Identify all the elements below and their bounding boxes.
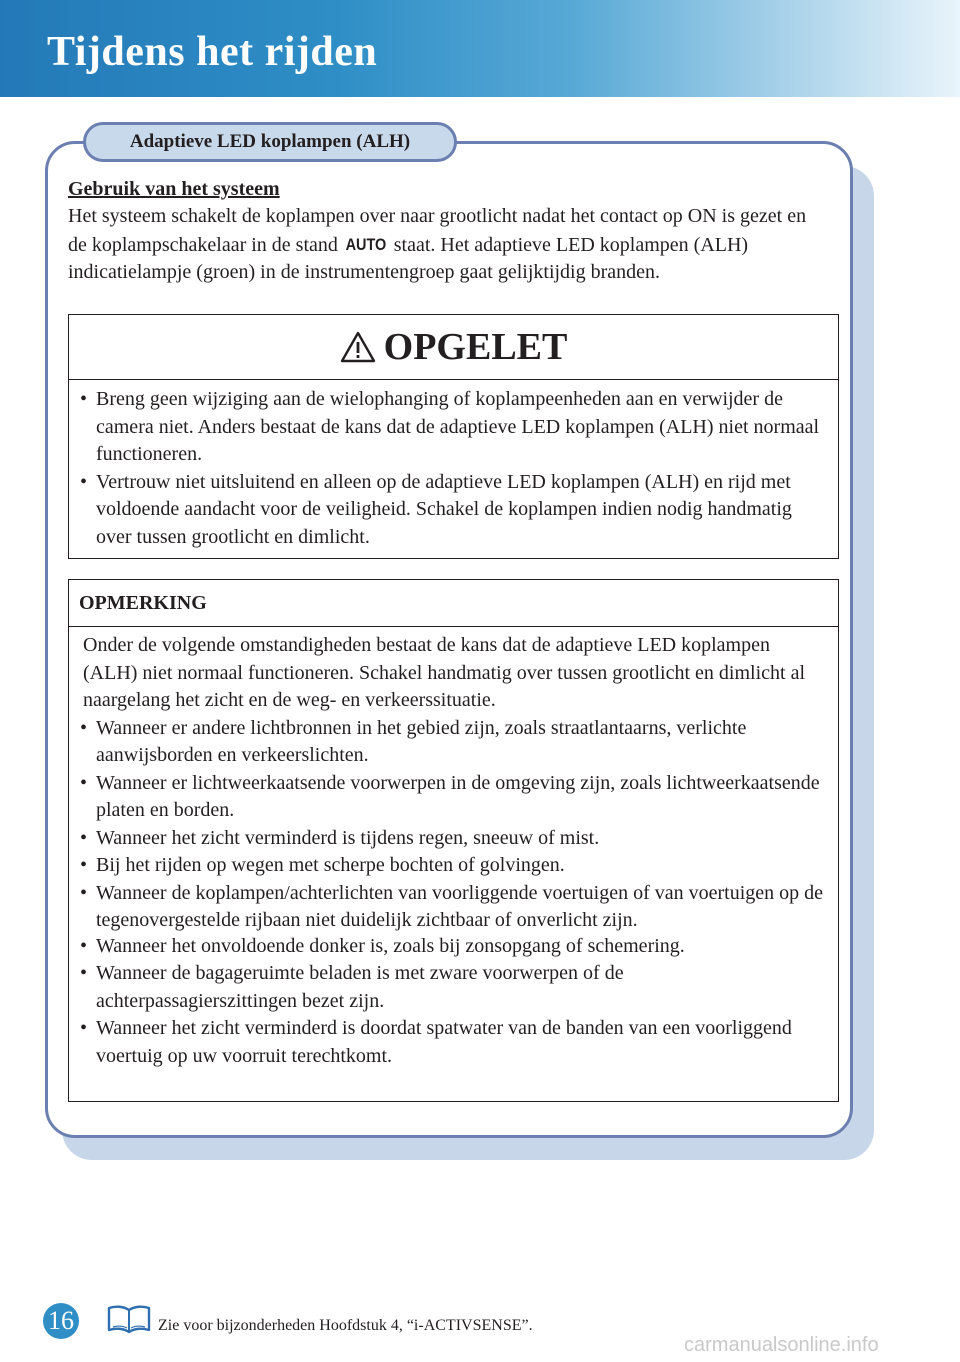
note-intro: Onder de volgende omstandigheden bestaat de kans dat de adaptieve LED koplampen (ALH) niet normaal functioneren. Schakel handmatig over tussen grootlicht en dimlicht al naargelang het zicht en de weg- en verkeerssituatie.: [83, 634, 806, 711]
body-paragraph: [68, 203, 828, 287]
page-title: Tijdens het rijden: [47, 29, 378, 75]
page-number: 16: [43, 1303, 79, 1339]
body-text-part2: staat. Het adaptieve LED koplampen (ALH) indicatielampje (groen) in de instrumentengroep gaat gelijktijdig branden.: [68, 233, 749, 283]
caution-item: • Vertrouw niet uitsluitend en alleen op de adaptieve LED koplampen (ALH) en rijd met voldoende aandacht voor de veiligheid. Schakel de koplampen indien nodig handmatig over tussen grootlicht en dimlicht.: [69, 469, 824, 552]
caution-header: [69, 315, 838, 380]
caution-box: [68, 314, 839, 559]
caution-title: OPGELET: [383, 326, 568, 368]
caution-item: • Breng geen wijziging aan de wielophanging of koplampeenheden aan en verwijder de camera niet. Anders bestaat de kans dat de adaptieve LED koplampen (ALH) niet normaal functioneren.: [69, 386, 824, 469]
section-heading: Gebruik van het systeem: [68, 178, 280, 200]
note-title: OPMERKING: [69, 580, 838, 627]
panel-tab-label: Adaptieve LED koplampen (ALH): [83, 122, 457, 162]
note-item: • Wanneer het zicht verminderd is doordat spatwater van de banden van een voorliggend voertuig op uw voorruit terechtkomt.: [69, 1015, 824, 1070]
note-list: [69, 715, 838, 1071]
note-item: • Bij het rijden op wegen met scherpe bochten of golvingen.: [69, 852, 824, 880]
note-item: • Wanneer er lichtweerkaatsende voorwerpen in de omgeving zijn, zoals lichtweerkaatsende platen en borden.: [69, 770, 824, 825]
caution-list: [69, 380, 838, 551]
note-item: • Wanneer het onvoldoende donker is, zoals bij zonsopgang of schemering.: [69, 933, 824, 961]
note-item: • Wanneer er andere lichtbronnen in het gebied zijn, zoals straatlantaarns, verlichte aanwijsborden en verkeerslichten.: [69, 715, 824, 770]
note-item: • Wanneer de bagageruimte beladen is met zware voorwerpen of de achterpassagierszittingen bezet zijn.: [69, 960, 824, 1015]
watermark: carmanualsonline.info: [684, 1334, 879, 1356]
open-book-icon: [106, 1304, 152, 1334]
footer-reference: Zie voor bijzonderheden Hoofdstuk 4, “i-ACTIVSENSE”.: [158, 1317, 533, 1334]
body-text-part1: Het systeem schakelt de koplampen over naar grootlicht nadat het contact op ON is gezet en de koplampschakelaar in de stand: [68, 205, 807, 256]
auto-switch-symbol: AUTO: [345, 234, 387, 254]
note-box: [68, 579, 839, 1102]
warning-triangle-icon: [340, 330, 376, 364]
note-item: • Wanneer de koplampen/achterlichten van voorliggende voertuigen of van voertuigen op de tegenovergestelde rijbaan niet duidelijk zichtbaar of onverlicht zijn.: [69, 880, 824, 935]
note-item: • Wanneer het zicht verminderd is tijdens regen, sneeuw of mist.: [69, 825, 824, 853]
